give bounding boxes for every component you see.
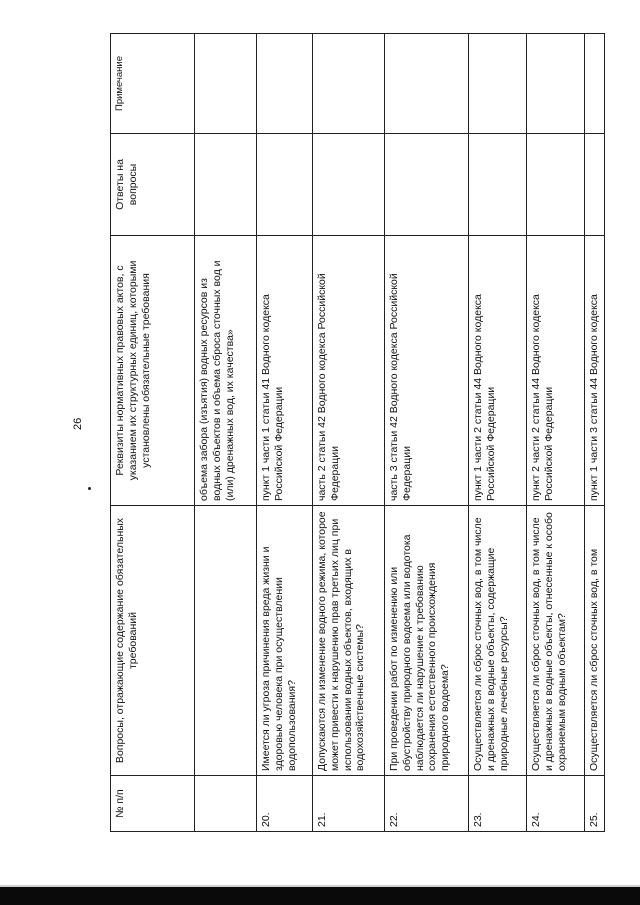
cell-requisites: пункт 1 части 2 статьи 44 Водного кодекса Российской Федерации — [469, 236, 527, 506]
cell-question: Осуществляется ли сброс сточных вод, в том числе и дренажных в водные объекты, содержащие природные лечебные ресурсы? — [469, 506, 527, 776]
cell-answer — [385, 134, 469, 236]
cell-requisites: объема забора (изъятия) водных ресурсов из водных объектов и объема сброса сточных вод и (или) дренажных вод, их качества» — [195, 236, 257, 506]
cell-requisites: пункт 2 части 2 статьи 44 Водного кодекса Российской Федерации — [527, 236, 585, 506]
cell-note — [585, 34, 605, 134]
cell-num — [195, 776, 257, 832]
header-requisites: Реквизиты нормативных правовых актов, с указанием их структурных единиц, которыми установлены обязательные требования — [111, 236, 195, 506]
cell-answer — [257, 134, 313, 236]
cell-question: Имеется ли угроза причинения вреда жизни и здоровью человека при осуществлении водопользования? — [257, 506, 313, 776]
cell-note — [469, 34, 527, 134]
cell-answer — [469, 134, 527, 236]
cell-requisites: часть 2 статьи 42 Водного кодекса Российской Федерации — [313, 236, 385, 506]
table-row — [313, 34, 385, 832]
cell-num: 22. — [385, 776, 469, 832]
scan-dot — [88, 487, 91, 490]
cell-note — [527, 34, 585, 134]
cell-num: 20. — [257, 776, 313, 832]
header-answers: Ответы на вопросы — [111, 134, 195, 236]
cell-num: 21. — [313, 776, 385, 832]
header-num: № п/п — [111, 776, 195, 832]
cell-question: Допускаются ли изменение водного режима, которое может привести к нарушению прав третьих лиц при использовании водных объектов, входящих в водохозяйственные системы? — [313, 506, 385, 776]
cell-note — [313, 34, 385, 134]
page-number: 26 — [72, 417, 84, 430]
cell-answer — [585, 134, 605, 236]
requirements-table — [110, 33, 605, 832]
cell-note — [385, 34, 469, 134]
cell-num: 25. — [585, 776, 605, 832]
table-row-continuation — [195, 34, 257, 832]
rotated-table-container — [110, 34, 604, 832]
table-row — [257, 34, 313, 832]
cell-answer — [195, 134, 257, 236]
cell-requisites: часть 3 статьи 42 Водного кодекса Российской Федерации — [385, 236, 469, 506]
table-row — [527, 34, 585, 832]
cell-requisites: пункт 1 части 1 статьи 41 Водного кодекса Российской Федерации — [257, 236, 313, 506]
table-header-row — [111, 34, 195, 832]
cell-num: 24. — [527, 776, 585, 832]
scan-bottom-bar — [0, 887, 640, 905]
table-row — [585, 34, 605, 832]
cell-answer — [313, 134, 385, 236]
cell-question: При проведении работ по изменению или обустройству природного водоема или водотока наблюдается ли нарушение к требованию сохранения естественного происхождения природного водоема? — [385, 506, 469, 776]
cell-note — [257, 34, 313, 134]
cell-question — [195, 506, 257, 776]
cell-question: Осуществляется ли сброс сточных вод, в том — [585, 506, 605, 776]
cell-num: 23. — [469, 776, 527, 832]
cell-note — [195, 34, 257, 134]
cell-requisites: пункт 1 части 3 статьи 44 Водного кодекса — [585, 236, 605, 506]
cell-answer — [527, 134, 585, 236]
table-row — [385, 34, 469, 832]
header-question: Вопросы, отражающие содержание обязательных требований — [111, 506, 195, 776]
table-row — [469, 34, 527, 832]
header-note: Примечание — [111, 34, 195, 134]
cell-question: Осуществляется ли сброс сточных вод, в том числе и дренажных в водные объекты, отнесенные к особо охраняемым водным объектам? — [527, 506, 585, 776]
